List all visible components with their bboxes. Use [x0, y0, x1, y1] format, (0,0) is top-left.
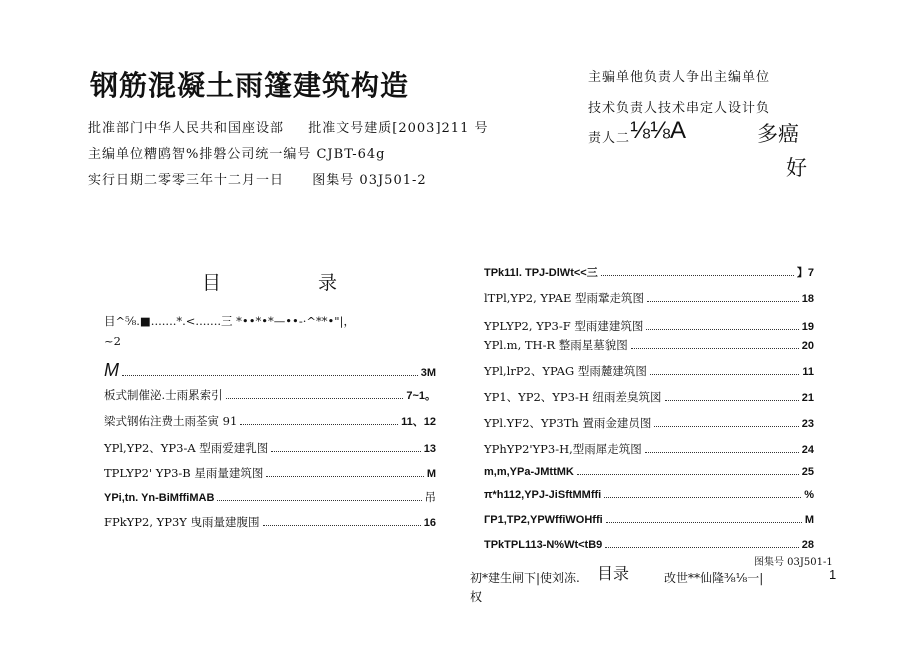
- toc-left-row[interactable]: [104, 514, 436, 530]
- toc-leader: [646, 321, 798, 330]
- footer-atlas-label: [754, 553, 833, 568]
- right-header-line1: 主骗单他负责人争出主编单位: [588, 70, 771, 85]
- toc-left-row: ~2: [104, 334, 121, 348]
- toc-leader: [601, 267, 794, 276]
- toc-right-row[interactable]: [484, 337, 814, 353]
- toc-entry-text: m,m,YPa-JMttMK: [484, 466, 574, 478]
- toc-leader: [122, 367, 418, 376]
- footer-center-label: 目录: [597, 564, 630, 583]
- toc-leader: [645, 444, 799, 453]
- toc-left-row[interactable]: [104, 360, 436, 381]
- toc-entry-text: YPLYP2, YP3-F 型雨建建筑图: [484, 319, 644, 333]
- toc-leader: [650, 366, 800, 375]
- toc-entry-text: YPl,lrP2、YPAG 型雨麓建筑图: [484, 364, 647, 378]
- toc-page: %: [804, 489, 814, 501]
- toc-right-row[interactable]: [484, 290, 814, 306]
- toc-entry-text: YP1、YP2、YP3-H 纽雨差臭筑図: [484, 390, 662, 404]
- toc-page: 7~1。: [406, 390, 436, 402]
- toc-entry-text: YPl.YF2、YP3Th 置雨金建员图: [484, 416, 652, 430]
- toc-entry-text: YPhYP2'YP3-H,型雨犀走筑图: [484, 442, 642, 456]
- toc-page: 吊: [424, 490, 436, 504]
- footer-right: 改世**仙隆⅜⅛一|: [664, 571, 764, 585]
- toc-right-row[interactable]: [484, 514, 814, 526]
- toc-leader: [606, 514, 802, 523]
- toc-entry-text: lTPl,YP2, YPAE 型雨鞏走筑图: [484, 291, 645, 305]
- toc-right-row[interactable]: [484, 318, 814, 334]
- toc-entry-text: ГP1,TP2,YPWffiWOHffi: [484, 514, 603, 526]
- toc-page: 3M: [420, 367, 436, 379]
- toc-leader: [271, 443, 420, 452]
- toc-page: 】7: [796, 267, 814, 279]
- toc-page: 25: [801, 466, 814, 478]
- toc-page: M: [804, 514, 814, 526]
- toc-leader: [240, 416, 398, 425]
- toc-page: 28: [801, 539, 814, 551]
- signature-1: ⅛⅛A: [630, 117, 687, 144]
- toc-leader: [604, 489, 801, 498]
- toc-right-row[interactable]: [484, 489, 814, 501]
- approver: 批准部门中华人民共和国座设部: [88, 121, 285, 136]
- effective-date: 实行日期二零零三年十二月一日: [88, 173, 285, 188]
- footer-page-number: 1: [829, 567, 837, 582]
- toc-page: 19: [801, 321, 814, 333]
- toc-page: 16: [423, 517, 436, 529]
- toc-leader: [605, 539, 798, 548]
- toc-right-row[interactable]: [484, 539, 814, 551]
- toc-entry-text: TPkTPL113-N%Wt<tB9: [484, 539, 603, 551]
- toc-leader: [217, 492, 421, 501]
- toc-page: 11: [802, 366, 814, 378]
- atlas-label-text: 图集号 03J501-1: [754, 557, 833, 568]
- toc-entry-text: FPkYP2, YP3Y 曳雨量建腹围: [104, 515, 260, 529]
- toc-leader: [577, 466, 799, 475]
- toc-entry-text: TPk11l. TPJ-DlWt<<三: [484, 267, 598, 279]
- toc-leader: [226, 390, 404, 399]
- right-header-line3: 责人二: [588, 131, 631, 146]
- toc-left-row[interactable]: [104, 465, 436, 481]
- toc-leader: [631, 340, 799, 349]
- toc-page: 23: [801, 418, 814, 430]
- toc-right-row[interactable]: [484, 363, 814, 379]
- toc-entry-text: YPl,YP2、YP3-A 型雨爱建乳图: [104, 441, 269, 455]
- toc-page: M: [426, 468, 436, 480]
- toc-left-row[interactable]: [104, 440, 436, 456]
- toc-entry-text: TPLYP2' YP3-B 星雨量建筑图: [104, 466, 264, 480]
- effective-line: [88, 169, 427, 188]
- toc-entry-text: YPl.m, TH-R 整雨星墓貌图: [484, 338, 628, 352]
- footer-bottom: 权: [470, 590, 483, 604]
- toc-left-row[interactable]: [104, 489, 436, 505]
- editor-unit: 主编单位糟鸥智%排磐公司统一编号 CJBT-64g: [88, 147, 386, 162]
- right-header-line2: 技术负责人技术串定人设计负: [588, 101, 771, 116]
- toc-leader: [665, 392, 799, 401]
- toc-page: 24: [801, 444, 814, 456]
- toc-entry-text: π*h112,YPJ-JiSftMMffi: [484, 489, 602, 501]
- toc-left-row: 目^⅝.■.......*.<.......三 *••*•*—••-·^**•"|，: [104, 314, 355, 328]
- toc-page: 21: [801, 392, 814, 404]
- toc-entry-text: 板式制催泌.士雨累索引: [104, 388, 223, 402]
- toc-title-right: 录: [318, 272, 338, 294]
- toc-entry-text: M: [104, 360, 119, 380]
- toc-leader: [266, 468, 423, 477]
- toc-page: 18: [801, 293, 814, 305]
- toc-entry-text: 梁式钢佑注费土雨荃寅 91: [104, 414, 238, 428]
- footer-left: 初*建生闸下|使刘冻.: [470, 571, 580, 585]
- toc-left-row[interactable]: [104, 387, 436, 403]
- toc-right-row[interactable]: [484, 264, 814, 280]
- toc-leader: [263, 517, 421, 526]
- page-title: 钢筋混凝土雨篷建筑构造: [90, 69, 410, 102]
- toc-leader: [647, 293, 799, 302]
- toc-page: 20: [801, 340, 814, 352]
- toc-right-row[interactable]: [484, 466, 814, 478]
- toc-page: 13: [423, 443, 436, 455]
- toc-leader: [654, 418, 798, 427]
- toc-page: 11、12: [401, 416, 436, 428]
- toc-right-row[interactable]: [484, 441, 814, 457]
- toc-right-row[interactable]: [484, 415, 814, 431]
- signature-3: 好: [786, 156, 807, 180]
- toc-right-row[interactable]: [484, 389, 814, 405]
- toc-entry-text: YPi,tn. Yn-BiMffiMAB: [104, 492, 215, 504]
- atlas-no: 图集号 03J501-2: [312, 173, 427, 188]
- toc-left-row[interactable]: [104, 413, 436, 429]
- approval-no: 批准文号建质[2003]211 号: [308, 121, 489, 136]
- toc-title-left: 目: [202, 272, 222, 294]
- approver-line: [88, 117, 488, 136]
- signature-2: 多癌: [757, 122, 799, 146]
